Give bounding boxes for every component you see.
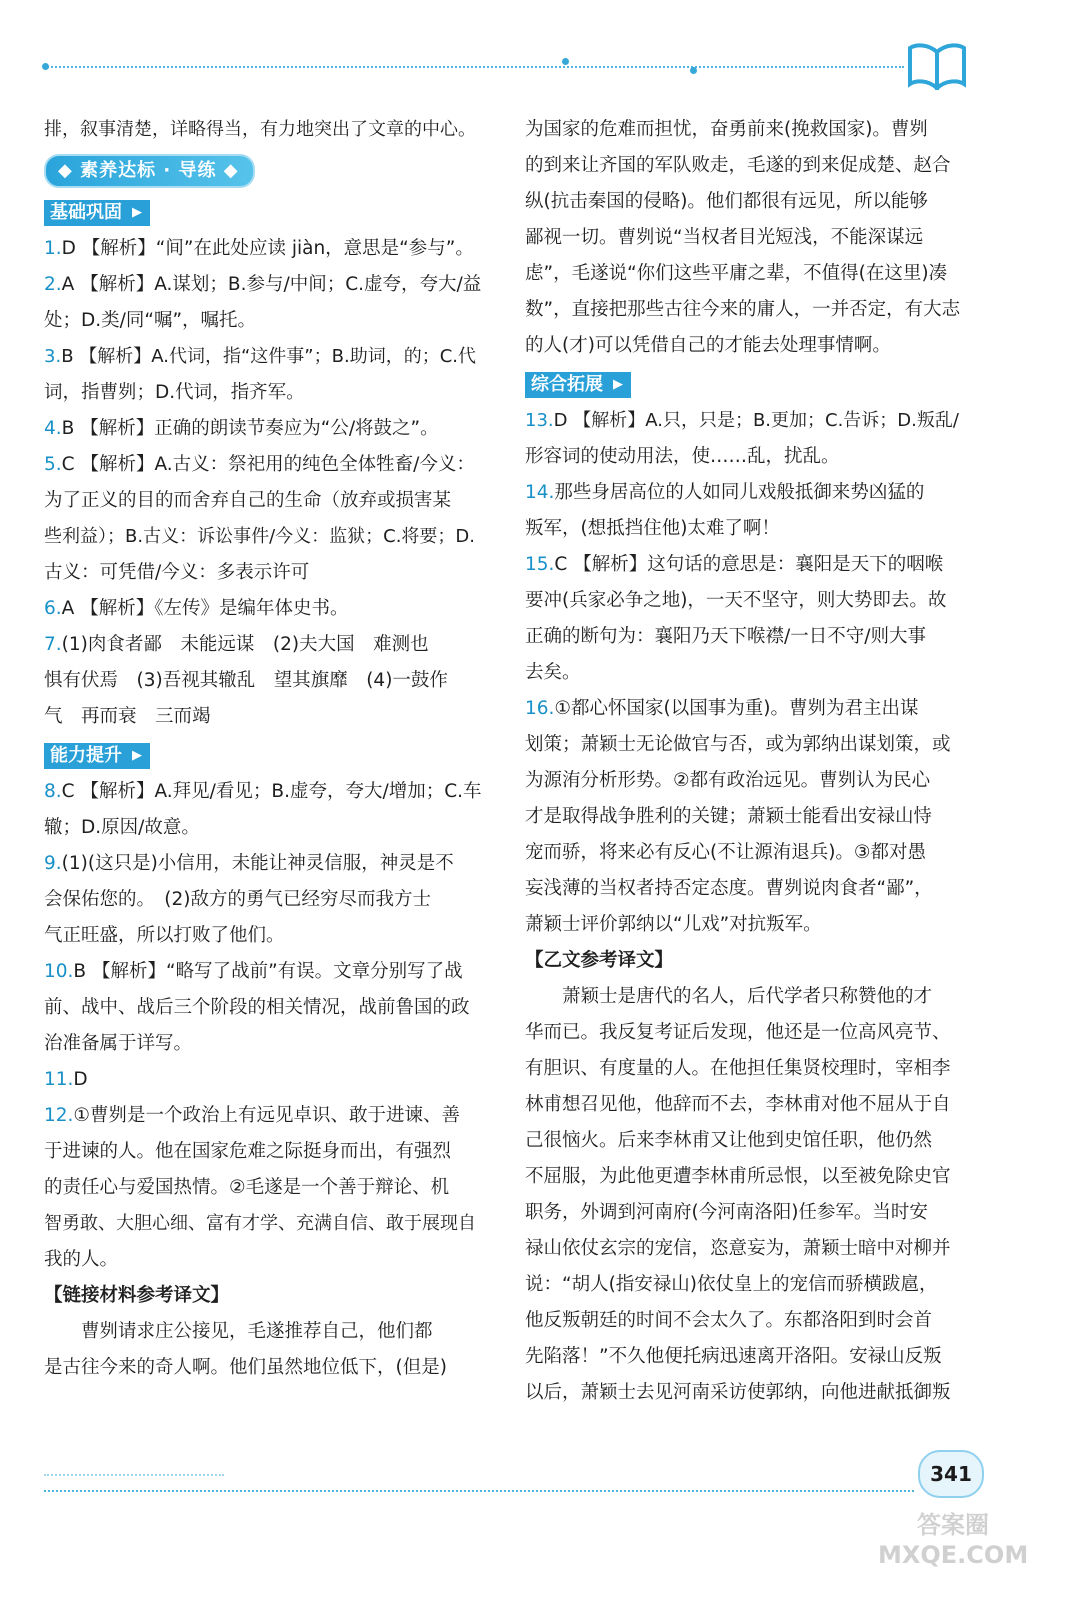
page-number: 341 — [918, 1450, 984, 1498]
answer-text: B 【解析】A.代词，指“这件事”；B.助词，的；C.代 — [61, 346, 476, 367]
answer-line — [44, 339, 484, 375]
text-line: 有胆识、有度量的人。在他担任集贤校理时，宰相李 — [525, 1058, 951, 1079]
answer-line — [525, 691, 970, 727]
answer-line — [44, 918, 484, 954]
text-line: 虑”，毛遂说“你们这些平庸之辈，不值得(在这里)凑 — [525, 263, 948, 284]
answer-text: 去矣。 — [525, 662, 581, 683]
answer-line — [525, 547, 970, 583]
translation-heading: 【乙文参考译文】 — [525, 950, 674, 971]
question-number: 1. — [44, 238, 62, 259]
answer-line — [44, 699, 484, 735]
answer-list-basic — [44, 231, 484, 735]
answer-line — [44, 483, 484, 519]
answer-text: 智勇敢、大胆心细、富有才学、充满自信、敢于展现自 — [44, 1213, 476, 1234]
answer-text: C 【解析】A.古义：祭祀用的纯色全体牲畜/今义： — [61, 454, 475, 475]
question-number: 16. — [525, 698, 555, 719]
answer-line — [525, 403, 970, 439]
header-dot — [42, 63, 49, 70]
answer-text: 处；D.类/同“嘱”，嘱托。 — [44, 310, 257, 331]
answer-line — [44, 591, 484, 627]
answer-text: 词，指曹刿；D.代词，指齐军。 — [44, 382, 305, 403]
answer-text: D 【解析】A.只，只是；B.更加；C.告诉；D.叛乱/ — [553, 410, 959, 431]
answer-text: 要冲(兵家必争之地)，一天不坚守，则大势即去。故 — [525, 590, 947, 611]
reference-text-continued — [525, 112, 970, 364]
answer-line — [525, 907, 970, 943]
answer-text: B 【解析】“略写了战前”有误。文章分别写了战 — [73, 961, 463, 982]
answer-line — [525, 799, 970, 835]
watermark-logo: 答案圈 MXQE.COM — [878, 1511, 1029, 1569]
question-number: 9. — [44, 853, 62, 874]
footer-dotted-line — [44, 1474, 224, 1476]
section-label-ability: 能力提升 ▶ — [44, 743, 150, 769]
answer-text: 宠而骄，将来必有反心(不让源洧退兵)。③都对愚 — [525, 842, 927, 863]
answer-text: C 【解析】这句话的意思是：襄阳是天下的咽喉 — [554, 554, 944, 575]
answer-text: B 【解析】正确的朗读节奏应为“公/将鼓之”。 — [61, 418, 439, 439]
answer-text: 的责任心与爱国热情。②毛遂是一个善于辩论、机 — [44, 1177, 450, 1198]
text-line: 纵(抗击秦国的侵略)。他们都很有远见，所以能够 — [525, 191, 928, 212]
answer-line — [44, 774, 484, 810]
text-line: 林甫想召见他，他辞而不去，李林甫对他不屈从于自 — [525, 1094, 951, 1115]
question-number: 5. — [44, 454, 62, 475]
answer-text: 于进谏的人。他在国家危难之际挺身而出，有强烈 — [44, 1141, 452, 1162]
answer-line — [44, 411, 484, 447]
answer-line — [44, 954, 484, 990]
answer-text: (1)(这只是)小信用，未能让神灵信服，神灵是不 — [61, 853, 454, 874]
footer-dotted-line — [44, 1490, 914, 1492]
answer-text: 那些身居高位的人如同儿戏般抵御来势凶猛的 — [554, 482, 925, 503]
answer-text: 为源洧分析形势。②都有政治远见。曹刿认为民心 — [525, 770, 931, 791]
text-line: 是古往今来的奇人啊。他们虽然地位低下，(但是) — [44, 1357, 447, 1378]
question-number: 4. — [44, 418, 62, 439]
text-line: 他反叛朝廷的时间不会太久了。东都洛阳到时会首 — [525, 1310, 933, 1331]
answer-line — [525, 727, 970, 763]
answer-text: 惧有伏焉 (3)吾视其辙乱 望其旗靡 (4)一鼓作 — [44, 670, 448, 691]
header-dot — [562, 58, 569, 65]
answer-line — [44, 555, 484, 591]
question-number: 14. — [525, 482, 555, 503]
answer-line — [525, 835, 970, 871]
answer-text: 划策；萧颖士无论做官与否，或为郭纳出谋划策，或 — [525, 734, 951, 755]
answer-text: 气正旺盛，所以打败了他们。 — [44, 925, 285, 946]
section-label-basic: 基础巩固 ▶ — [44, 200, 150, 226]
answer-line — [44, 267, 484, 303]
answer-text: 会保佑您的。 (2)敌方的勇气已经穷尽而我方士 — [44, 889, 431, 910]
answer-text: 为了正义的目的而舍弃自己的生命（放弃或损害某 — [44, 490, 452, 511]
answer-text: 气 再而衰 三而竭 — [44, 706, 211, 727]
question-number: 12. — [44, 1105, 74, 1126]
text-line: 说：“胡人(指安禄山)依仗皇上的宠信而骄横跋扈， — [525, 1274, 938, 1295]
left-column — [44, 112, 484, 1386]
answer-line — [44, 1206, 484, 1242]
translation-text — [525, 979, 970, 1411]
question-number: 15. — [525, 554, 555, 575]
text-line: 不屈服，为此他更遭李林甫所忌恨，以至被免除史官 — [525, 1166, 951, 1187]
answer-text: 叛军，(想抵挡住他)太难了啊！ — [525, 518, 780, 539]
answer-line — [44, 519, 484, 555]
question-number: 10. — [44, 961, 74, 982]
text-line: 的人(才)可以凭借自己的才能去处理事情啊。 — [525, 335, 891, 356]
section-label-extend: 综合拓展 ▶ — [525, 372, 631, 398]
intro-line: 排，叙事清楚，详略得当，有力地突出了文章的中心。 — [44, 119, 476, 140]
book-icon — [906, 40, 968, 90]
answer-line — [525, 511, 970, 547]
answer-text: 我的人。 — [44, 1249, 119, 1270]
answer-line — [525, 475, 970, 511]
reference-heading: 【链接材料参考译文】 — [44, 1285, 230, 1306]
answer-line — [44, 1134, 484, 1170]
answer-line — [525, 763, 970, 799]
text-line: 华而已。我反复考证后发现，他还是一位高风亮节、 — [525, 1022, 951, 1043]
answer-text: 些利益）；B.古义：诉讼事件/今义：监狱；C.将要；D. — [44, 526, 476, 547]
answer-text: A 【解析】A.谋划；B.参与/中间；C.虚夸，夸大/益 — [61, 274, 482, 295]
question-number: 11. — [44, 1069, 74, 1090]
answer-text: ①都心怀国家(以国事为重)。曹刿为君主出谋 — [554, 698, 919, 719]
header-dot — [690, 67, 697, 74]
answer-text: 妄浅薄的当权者持否定态度。曹刿说肉食者“鄙”， — [525, 878, 933, 899]
text-line: 的到来让齐国的军队败走，毛遂的到来促成楚、赵合 — [525, 155, 951, 176]
text-line: 数”，直接把那些古往今来的庸人，一并否定，有大志 — [525, 299, 961, 320]
text-line: 己很恼火。后来李林甫又让他到史馆任职，他仍然 — [525, 1130, 933, 1151]
answer-text: (1)肉食者鄙 未能远谋 (2)夫大国 难测也 — [61, 634, 429, 655]
answer-text: D 【解析】“间”在此处应读 jiàn，意思是“参与”。 — [61, 238, 474, 259]
answer-line — [44, 1026, 484, 1062]
answer-text: 形容词的使动用法，使……乱，扰乱。 — [525, 446, 840, 467]
question-number: 6. — [44, 598, 62, 619]
answer-line — [44, 1098, 484, 1134]
answer-text: C 【解析】A.拜见/看见；B.虚夸，夸大/增加；C.车 — [61, 781, 482, 802]
answer-line — [44, 882, 484, 918]
answer-line — [44, 1062, 484, 1098]
right-column — [525, 112, 970, 1411]
text-line: 曹刿请求庄公接见，毛遂推荐自己，他们都 — [81, 1321, 433, 1342]
reference-text — [44, 1314, 484, 1386]
answer-line — [44, 627, 484, 663]
answer-text: 治准备属于详写。 — [44, 1033, 193, 1054]
answer-line — [44, 231, 484, 267]
answer-line — [525, 871, 970, 907]
question-number: 2. — [44, 274, 62, 295]
answer-list-ability — [44, 774, 484, 1278]
text-line: 职务，外调到河南府(今河南洛阳)任参军。当时安 — [525, 1202, 928, 1223]
answer-line — [44, 846, 484, 882]
answer-text: 古义：可凭借/今义：多表示许可 — [44, 562, 310, 583]
answer-text: D — [73, 1069, 88, 1090]
answer-list-extend — [525, 403, 970, 943]
answer-line — [525, 583, 970, 619]
answer-text: 萧颖士评价郭纳以“儿戏”对抗叛军。 — [525, 914, 822, 935]
question-number: 3. — [44, 346, 62, 367]
text-line: 以后，萧颖士去见河南采访使郭纳，向他进献抵御叛 — [525, 1382, 951, 1403]
answer-line — [44, 303, 484, 339]
answer-text: A 【解析】《左传》是编年体史书。 — [61, 598, 349, 619]
question-number: 7. — [44, 634, 62, 655]
answer-text: ①曹刿是一个政治上有远见卓识、敢于进谏、善 — [73, 1105, 461, 1126]
question-number: 13. — [525, 410, 554, 431]
answer-line — [525, 619, 970, 655]
answer-text: 才是取得战争胜利的关键；萧颖士能看出安禄山恃 — [525, 806, 933, 827]
answer-text: 辙；D.原因/故意。 — [44, 817, 200, 838]
section-banner: ◆ 素养达标 · 导练 ◆ — [44, 154, 255, 188]
answer-line — [44, 375, 484, 411]
answer-line — [525, 439, 970, 475]
text-line: 鄙视一切。曹刿说“当权者目光短浅，不能深谋远 — [525, 227, 924, 248]
text-line: 禄山依仗玄宗的宠信，恣意妄为，萧颖士暗中对柳并 — [525, 1238, 951, 1259]
header-dotted-line — [44, 66, 904, 68]
answer-text: 前、战中、战后三个阶段的相关情况，战前鲁国的政 — [44, 997, 470, 1018]
answer-text: 正确的断句为：襄阳乃天下喉襟/一日不守/则大事 — [525, 626, 926, 647]
answer-line — [44, 1242, 484, 1278]
text-line: 萧颖士是唐代的名人，后代学者只称赞他的才 — [562, 986, 933, 1007]
text-line: 先陷落！”不久他便托病迅速离开洛阳。安禄山反叛 — [525, 1346, 942, 1367]
text-line: 为国家的危难而担忧，奋勇前来(挽救国家)。曹刿 — [525, 119, 928, 140]
answer-line — [44, 663, 484, 699]
answer-line — [44, 810, 484, 846]
answer-line — [44, 447, 484, 483]
question-number: 8. — [44, 781, 62, 802]
answer-line — [44, 990, 484, 1026]
answer-line — [525, 655, 970, 691]
answer-line — [44, 1170, 484, 1206]
